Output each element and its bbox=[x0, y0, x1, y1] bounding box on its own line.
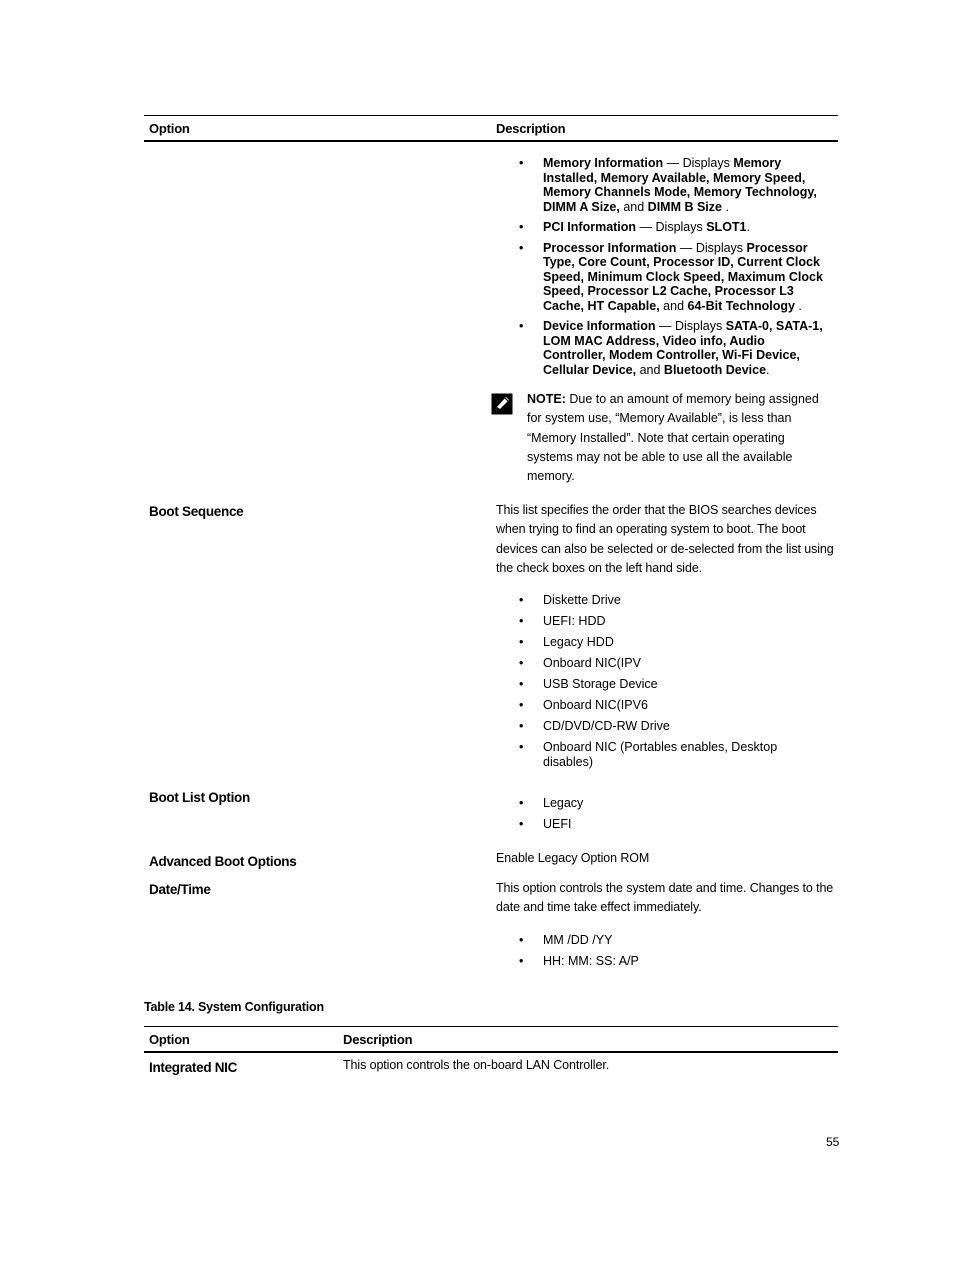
option-column-header: Option bbox=[149, 1032, 190, 1047]
option-description: This list specifies the order that the BIOS searches devices when trying to find an operating system to boot. The boot devices can also be selected or de-selected from the list using the check boxes on the left hand side. bbox=[496, 503, 834, 575]
list-item: • Diskette Drive bbox=[519, 593, 829, 608]
list-item: • USB Storage Device bbox=[519, 677, 829, 692]
boot-device-list bbox=[519, 593, 829, 769]
list-item: • UEFI: HDD bbox=[519, 614, 829, 629]
list-item: • Legacy HDD bbox=[519, 635, 829, 650]
system-info-list bbox=[519, 156, 829, 377]
list-item: • Onboard NIC(IPV bbox=[519, 656, 829, 671]
note-text: NOTE: Due to an amount of memory being assigned for system use, “Memory Available”, is less than “Memory Installed”. Note that certain operating systems may not be able to use all the available memory. bbox=[527, 392, 819, 484]
list-item: • Onboard NIC(IPV6 bbox=[519, 698, 829, 713]
boot-list-options bbox=[519, 796, 829, 832]
list-item: • MM /DD /YY bbox=[519, 933, 829, 948]
description-column-header: Description bbox=[496, 121, 566, 136]
option-label: Integrated NIC bbox=[149, 1060, 238, 1075]
list-item: • Processor Information — Displays Processor Type, Core Count, Processor ID, Current Clock Speed, Minimum Clock Speed, Maximum Clock Speed, Processor L2 Cache, Processor L3 Cache, HT Capable, and 64-Bit Technology . bbox=[519, 241, 829, 314]
option-label: Boot List Option bbox=[149, 790, 250, 805]
option-label: Boot Sequence bbox=[149, 504, 244, 519]
list-item: • UEFI bbox=[519, 817, 829, 832]
list-item: • Onboard NIC (Portables enables, Desktop disables) bbox=[519, 740, 803, 769]
page-number: 55 bbox=[826, 1135, 840, 1149]
table-caption: Table 14. System Configuration bbox=[144, 1000, 324, 1014]
list-item: • CD/DVD/CD-RW Drive bbox=[519, 719, 829, 734]
list-item: • Memory Information — Displays Memory Installed, Memory Available, Memory Speed, Memory Channels Mode, Memory Technology, DIMM A Size, and DIMM B Size . bbox=[519, 156, 829, 214]
description-column-header: Description bbox=[343, 1032, 413, 1047]
option-description: This option controls the on-board LAN Controller. bbox=[343, 1058, 610, 1072]
date-time-format-list bbox=[519, 933, 829, 969]
list-item: • HH: MM: SS: A/P bbox=[519, 954, 829, 969]
pencil-note-icon bbox=[491, 393, 513, 415]
table-header bbox=[144, 115, 838, 142]
option-label: Advanced Boot Options bbox=[149, 854, 297, 869]
option-label: Date/Time bbox=[149, 882, 211, 897]
table-header bbox=[144, 1026, 838, 1053]
option-description: This option controls the system date and time. Changes to the date and time take effect immediately. bbox=[496, 881, 834, 915]
option-column-header: Option bbox=[149, 121, 190, 136]
list-item: • Legacy bbox=[519, 796, 829, 811]
list-item: • PCI Information — Displays SLOT1. bbox=[519, 220, 829, 235]
list-item: • Device Information — Displays SATA-0, SATA-1, LOM MAC Address, Video info, Audio Controller, Modem Controller, Wi-Fi Device, Cellular Device, and Bluetooth Device. bbox=[519, 319, 829, 377]
option-description: Enable Legacy Option ROM bbox=[496, 851, 650, 865]
